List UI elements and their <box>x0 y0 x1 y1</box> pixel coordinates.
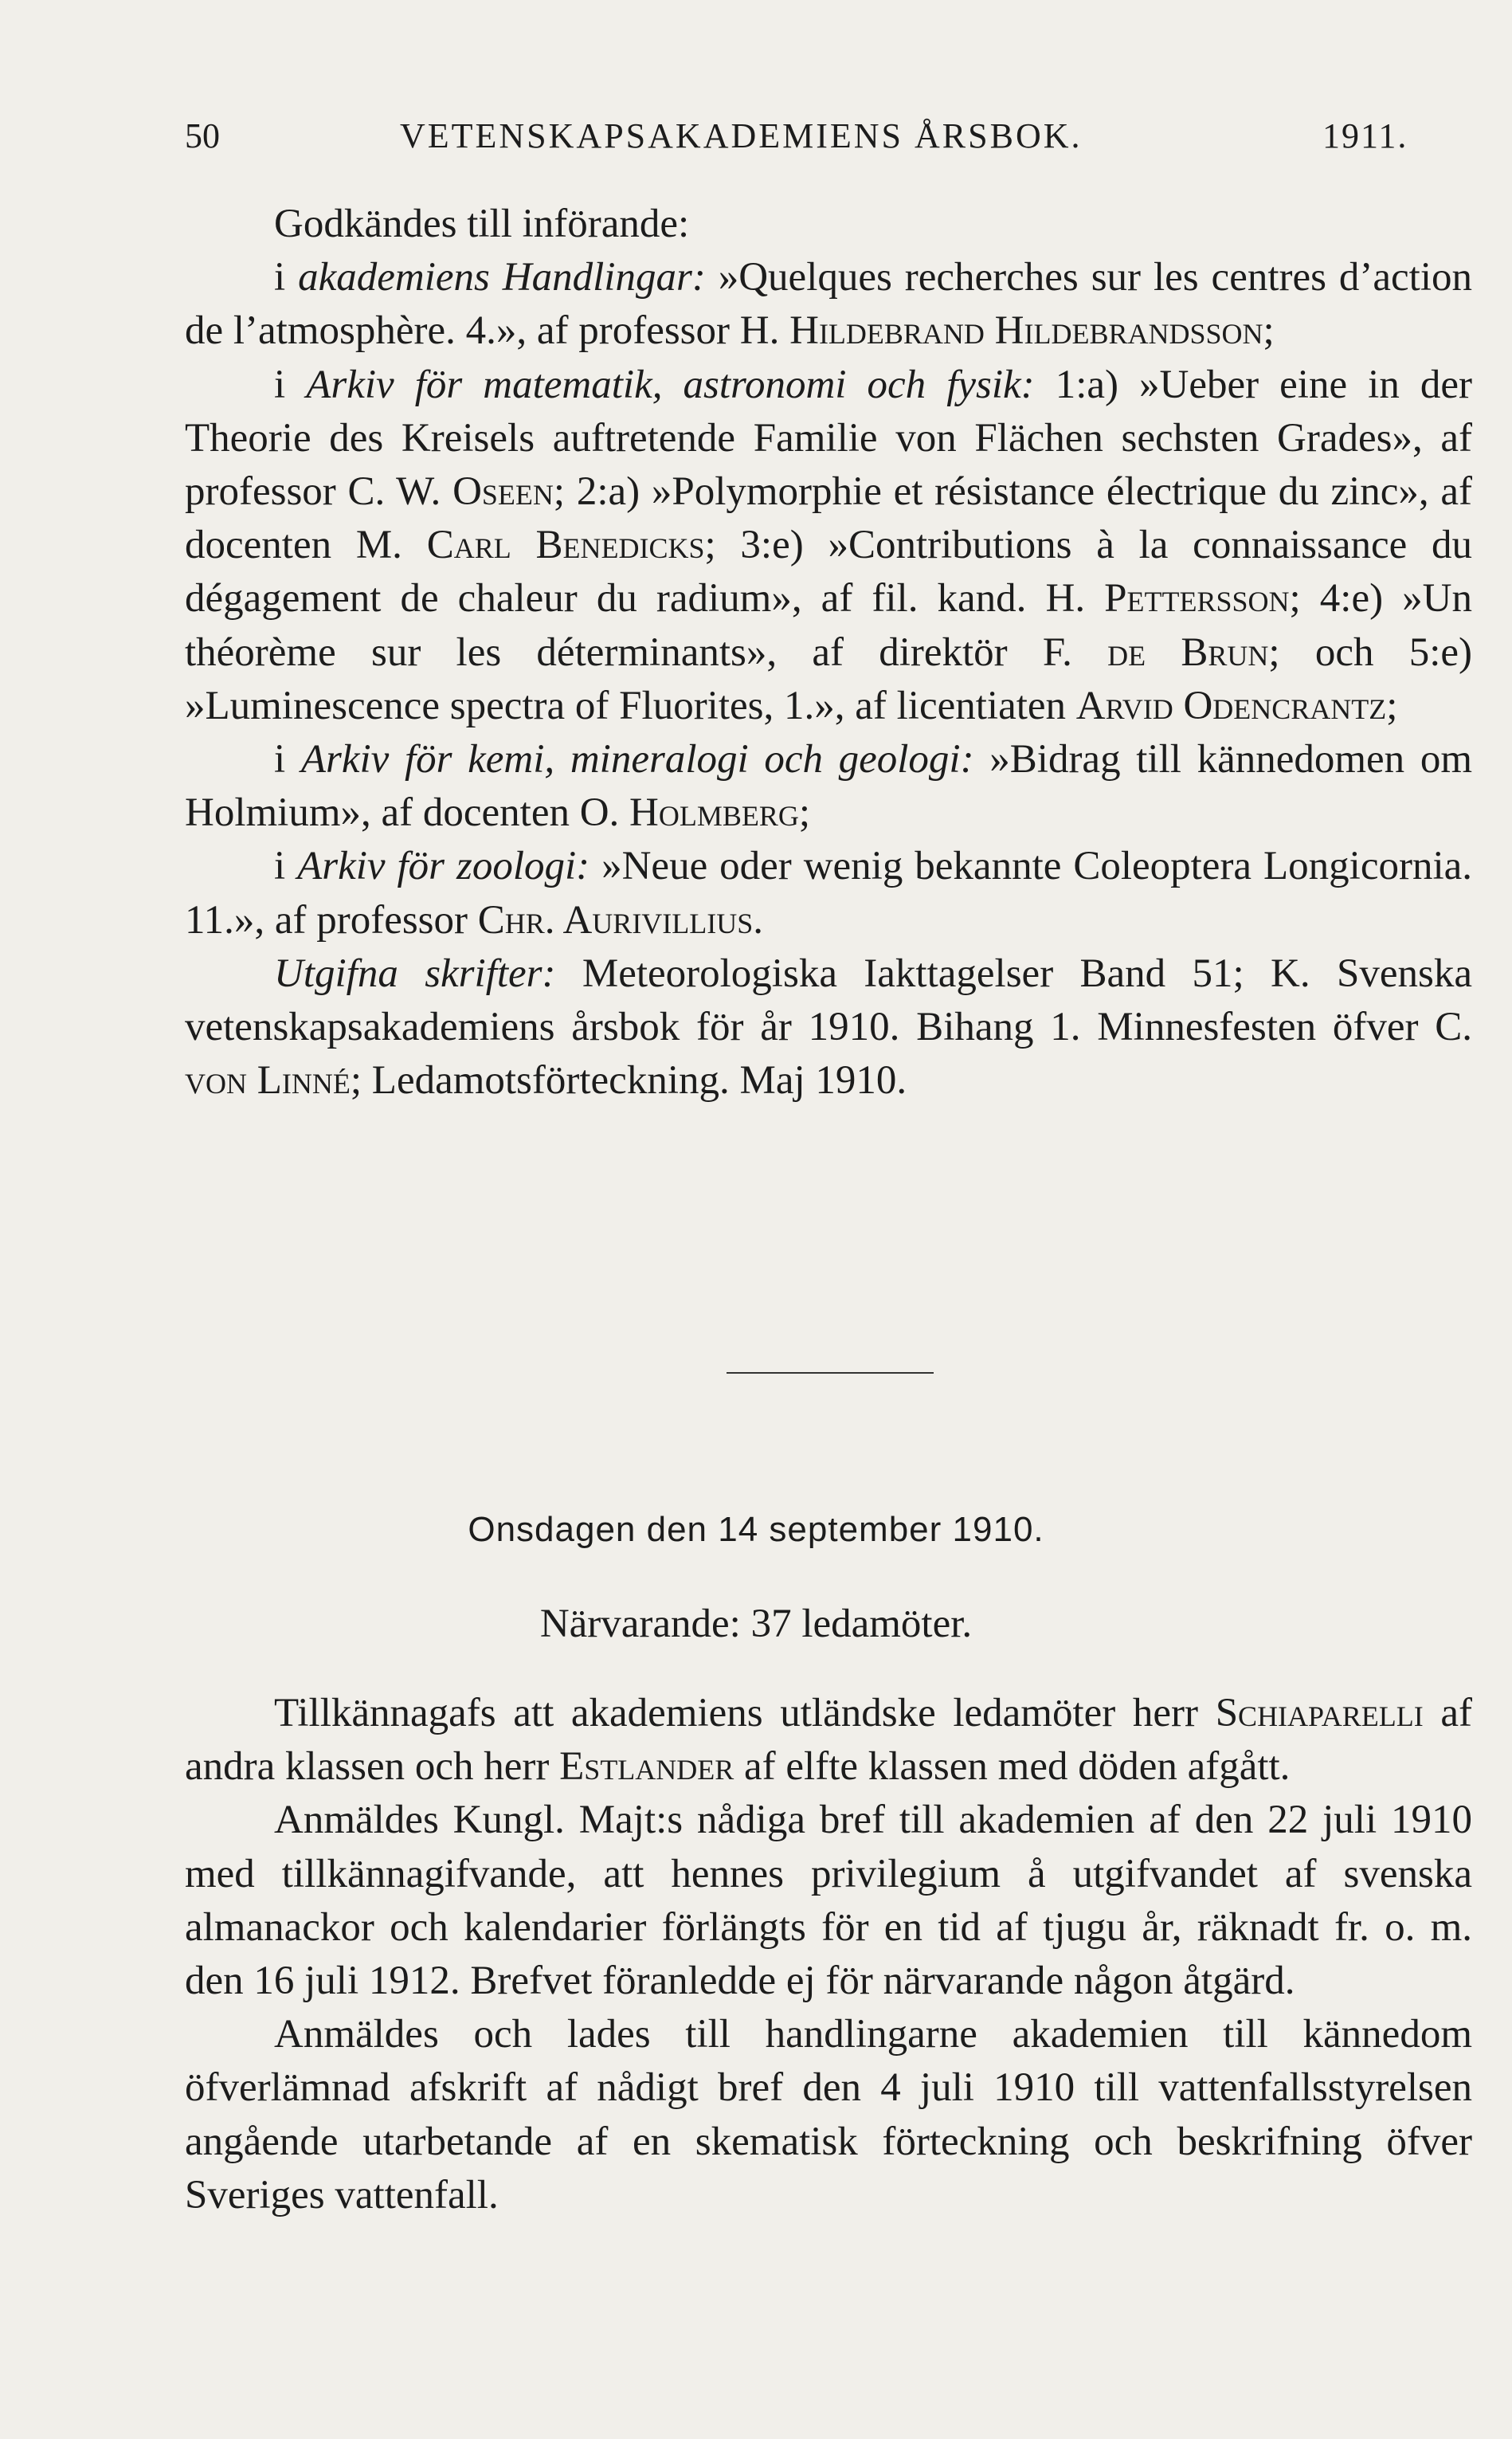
entry-arkiv-matematik <box>185 359 1472 733</box>
header-year: 1911. <box>1322 116 1408 155</box>
entry-arkiv-kemi <box>185 733 1472 840</box>
paragraph-deaths <box>185 1687 1472 1794</box>
entry-prefix: i <box>274 255 299 300</box>
series-title-arkiv-zoologi: Arkiv för zoologi: <box>297 844 590 889</box>
paragraph-almanac-privilege: Anmäldes Kungl. Majt:s nådiga bref till akademien af den 22 juli 1910 med tillkännagifvande, att hennes privilegium å utgifvandet af svenska almanackor och kalendarier förlängts för en tid af tjugu år, räknadt fr. o. m. den 16 juli 1912. Brefvet föranledde ej för närvarande någon åtgärd. <box>185 1798 1472 2004</box>
series-title-arkiv-matematik: Arkiv för matematik, astronomi och fysik: <box>306 362 1035 407</box>
entry-text: ; Ledamotsförteckning. Maj 1910. <box>350 1058 907 1104</box>
entry-text: 1:a) »Ueber eine in der Theorie des Kreisels auftretende Familie von Flächen sechsten Grades», af professor C. W. <box>185 362 1472 515</box>
author-name: Arvid Odencrantz <box>1075 683 1387 728</box>
punctuation: ; <box>1263 308 1275 354</box>
entry-prefix: i <box>274 737 301 782</box>
paragraph-text: af elfte klassen med döden afgått. <box>734 1744 1291 1790</box>
running-title: VETENSKAPSAKADEMIENS ÅRSBOK. <box>400 116 1083 155</box>
paragraph-text: Tillkännagafs att akademiens utländske ledamöter herr <box>274 1691 1216 1735</box>
entry-text: ; 3:e) »Contributions à la connaissance du dégagement de chaleur du radium», af fil. kand. H. <box>185 523 1472 622</box>
author-name: Hildebrand Hildebrandsson <box>789 308 1263 354</box>
series-title-handlingar: akademiens Handlingar: <box>298 255 706 300</box>
author-name: Oseen <box>452 469 554 515</box>
entry-text: ; 2:a) »Polymorphie et résistance électrique du zinc», af docenten M. <box>185 469 1472 568</box>
entry-text: »Neue oder wenig bekannte Coleoptera Longicornia. 11.», af professor <box>185 844 1473 943</box>
author-name: von Linné <box>185 1058 351 1104</box>
entry-prefix: i <box>274 362 307 407</box>
paragraph-text: af andra klassen och herr <box>185 1691 1473 1790</box>
author-name: de Brun <box>1107 629 1269 675</box>
series-title-arkiv-kemi: Arkiv för kemi, mineralogi och geologi: <box>300 737 974 782</box>
author-name: Carl Benedicks <box>426 523 705 568</box>
entry-text: »Bidrag till kännedomen om Holmium», af docenten O. <box>185 737 1472 836</box>
entry-utgifna-skrifter <box>185 947 1472 1108</box>
author-name: Pettersson <box>1104 576 1290 622</box>
entry-prefix: i <box>274 844 298 889</box>
attendance-line: Närvarande: 37 ledamöter. <box>539 1602 973 1646</box>
utgifna-skrifter-label: Utgifna skrifter: <box>274 951 556 996</box>
punctuation: . <box>753 897 764 943</box>
section-divider <box>727 1372 934 1374</box>
entry-arkiv-zoologi <box>185 840 1472 947</box>
punctuation: ; <box>1386 683 1398 728</box>
intro-line: Godkändes till införande: <box>274 202 690 246</box>
entry-text: »Quelques recherches sur les centres d’action de l’atmosphère. 4.», af professor H. <box>185 255 1472 354</box>
paragraph-waterfall-letter: Anmäldes och lades till handlingarne akademien till kännedom öfverlämnad afskrift af nådigt bref den 4 juli 1910 till vattenfallsstyrelsen angående utarbetande af en skematisk förteckning och beskrifning öfver Sveriges vattenfall. <box>185 2012 1472 2217</box>
publications-section <box>185 198 1472 1108</box>
entry-text: ; 4:e) »Un théorème sur les déterminants», af direktör F. <box>185 576 1472 675</box>
page-number: 50 <box>185 116 220 155</box>
member-name: Schiaparelli <box>1215 1691 1424 1735</box>
author-name: Chr. Aurivillius <box>477 897 754 943</box>
meeting-date-heading: Onsdagen den 14 september 1910. <box>468 1510 1044 1549</box>
entry-handlingar <box>185 251 1472 358</box>
entry-text: Meteorologiska Iakttagelser Band 51; K. Svenska vetenskapsakademiens årsbok för år 1910. Bihang 1. Minnesfesten öfver C. <box>185 951 1472 1050</box>
punctuation: ; <box>798 790 811 836</box>
member-name: Estlander <box>559 1744 734 1790</box>
entry-text: ; och 5:e) »Luminescence spectra of Fluorites, 1.», af licentiaten <box>185 629 1472 728</box>
author-name: Holmberg <box>629 790 799 836</box>
minutes-section <box>185 1687 1472 2222</box>
running-header <box>185 112 1472 161</box>
